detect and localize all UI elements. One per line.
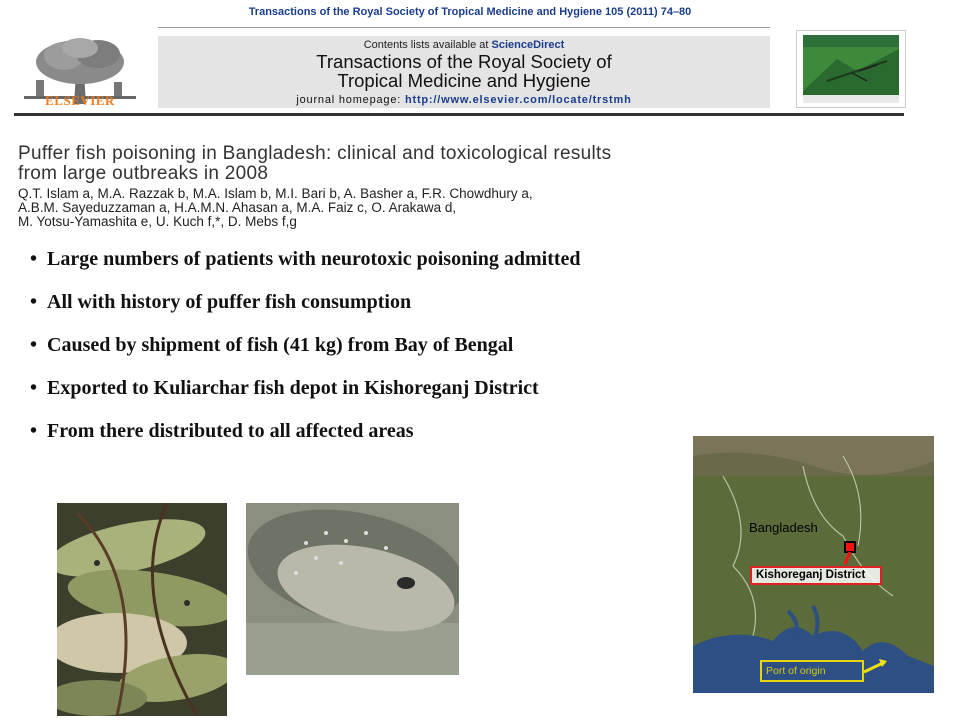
map-label-port: Port of origin xyxy=(760,660,864,682)
journal-reference: Transactions of the Royal Society of Tropical Medicine and Hygiene 105 (2011) 74–80 xyxy=(248,6,692,18)
bullet-text: All with history of puffer fish consumption xyxy=(47,291,412,313)
bangladesh-satellite-map xyxy=(693,436,934,693)
bullet-item xyxy=(30,332,581,375)
bullet-text: Caused by shipment of fish (41 kg) from Bay of Bengal xyxy=(47,334,514,356)
sciencedirect-link[interactable]: ScienceDirect xyxy=(491,39,565,51)
bullet-glyph: • xyxy=(30,291,38,313)
bullet-list xyxy=(30,246,581,461)
contents-prefix: Contents lists available at xyxy=(363,39,492,51)
bullet-text: From there distributed to all affected areas xyxy=(47,420,414,442)
journal-homepage xyxy=(158,94,770,106)
homepage-prefix: journal homepage: xyxy=(296,94,405,106)
bullet-item xyxy=(30,375,581,418)
map-label-country: Bangladesh xyxy=(749,520,818,535)
bullet-text: Large numbers of patients with neurotoxic poisoning admitted xyxy=(47,248,581,270)
journal-title-line-1: Transactions of the Royal Society of xyxy=(316,51,612,72)
map-label-district: Kishoreganj District xyxy=(750,566,882,585)
article-title-line-1: Puffer fish poisoning in Bangladesh: clinical and toxicological results xyxy=(18,143,612,164)
authors-line-3: M. Yotsu-Yamashita e, U. Kuch f,*, D. Mebs f,g xyxy=(18,214,297,229)
authors-line-2: A.B.M. Sayeduzzaman a, H.A.M.N. Ahasan a, M.A. Faiz c, O. Arakawa d, xyxy=(18,200,457,215)
journal-cover-thumbnail-icon xyxy=(796,30,906,108)
bullet-glyph: • xyxy=(30,248,38,270)
bullet-item xyxy=(30,289,581,332)
bullet-glyph: • xyxy=(30,420,38,442)
bullet-item xyxy=(30,246,581,289)
article-title-line-2: from large outbreaks in 2008 xyxy=(18,163,269,184)
article-title xyxy=(18,144,898,184)
header-divider-top xyxy=(158,27,770,28)
puffer-fish-closeup-photo xyxy=(246,503,459,675)
journal-title-line-2: Tropical Medicine and Hygiene xyxy=(337,70,591,91)
bullet-glyph: • xyxy=(30,377,38,399)
header-divider-bottom xyxy=(14,113,904,116)
authors-line-1: Q.T. Islam a, M.A. Razzak b, M.A. Islam b, M.I. Bari b, A. Basher a, F.R. Chowdhury a, xyxy=(18,186,533,201)
journal-title xyxy=(158,52,770,90)
contents-availability xyxy=(158,39,770,51)
homepage-url-link[interactable]: http://www.elsevier.com/locate/trstmh xyxy=(404,94,632,106)
publisher-wordmark: ELSEVIER xyxy=(45,93,115,108)
bullet-item xyxy=(30,418,581,461)
journal-masthead xyxy=(158,36,770,108)
bullet-glyph: • xyxy=(30,334,38,356)
author-list xyxy=(18,187,898,229)
bullet-text: Exported to Kuliarchar fish depot in Kishoreganj District xyxy=(47,377,539,399)
puffer-fish-pile-photo xyxy=(57,503,227,716)
